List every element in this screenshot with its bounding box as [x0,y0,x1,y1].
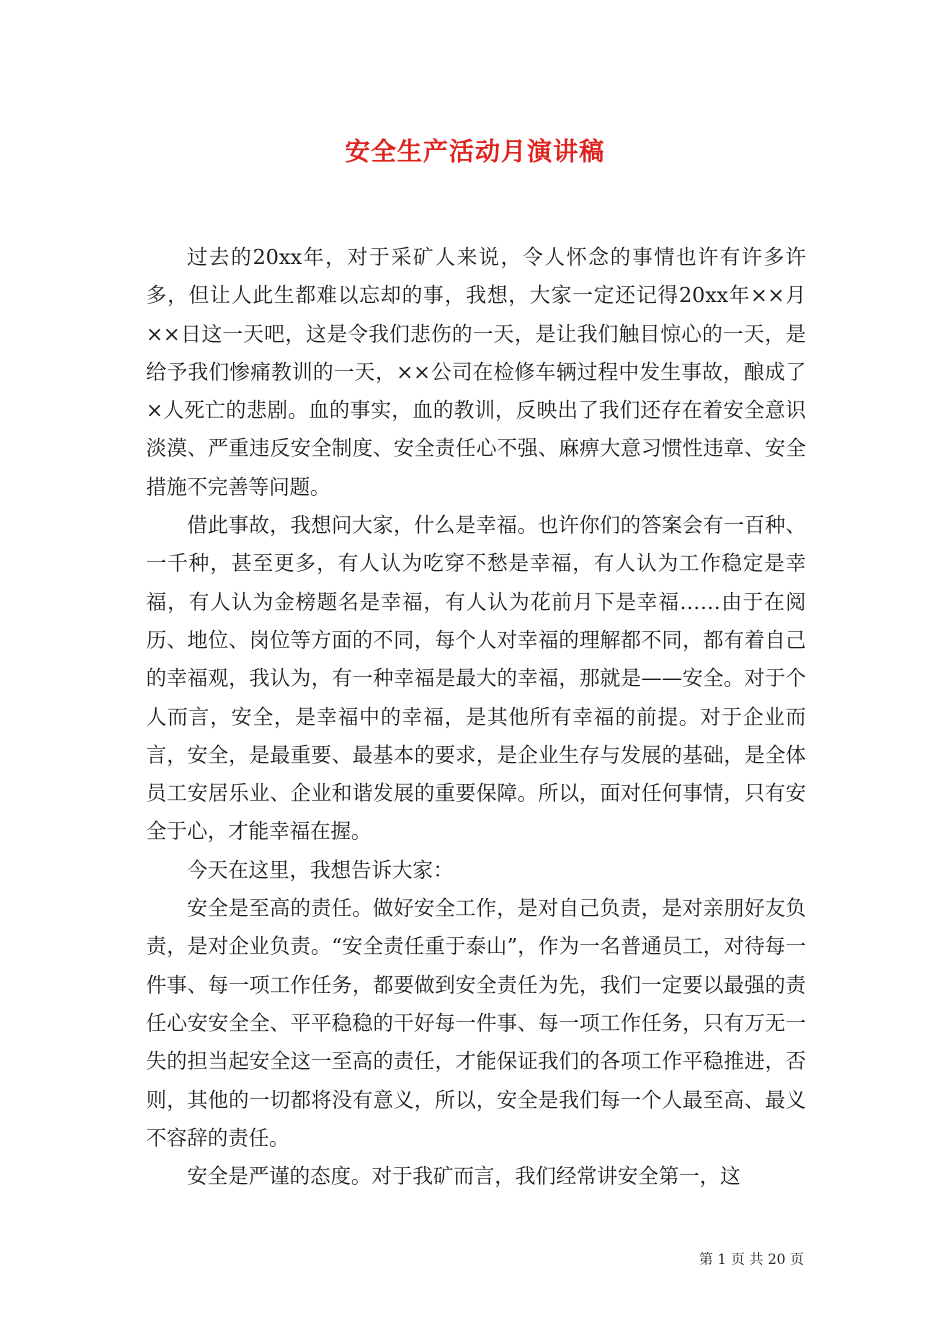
paragraph-2: 借此事故，我想问大家，什么是幸福。也许你们的答案会有一百种、一千种，甚至更多，有人认为吃穿不愁是幸福，有人认为工作稳定是幸福，有人认为金榜题名是幸福，有人认为花前月下是幸福……由于在阅历、地位、岗位等方面的不同，每个人对幸福的理解都不同，都有着自己的幸福观，我认为，有一种幸福是最大的幸福，那就是——安全。对于个人而言，安全，是幸福中的幸福，是其他所有幸福的前提。对于企业而言，安全，是最重要、最基本的要求，是企业生存与发展的基础，是全体员工安居乐业、企业和谐发展的重要保障。所以，面对任何事情，只有安全于心，才能幸福在握。 [146,513,806,844]
paragraph-4: 安全是至高的责任。做好安全工作，是对自己负责，是对亲朋好友负责，是对企业负责。“安全责任重于泰山”，作为一名普通员工，对待每一件事、每一项工作任务，都要做到安全责任为先，我们一定要以最强的责任心安安全全、平平稳稳的干好每一件事、每一项工作任务，只有万无一失的担当起安全这一至高的责任，才能保证我们的各项工作平稳推进，否则，其他的一切都将没有意义，所以，安全是我们每一个人最至高、最义不容辞的责任。 [146,896,806,1150]
paragraph-5: 安全是严谨的态度。对于我矿而言，我们经常讲安全第一，这 [187,1164,741,1189]
paragraph-3: 今天在这里，我想告诉大家： [187,857,454,882]
page-number-footer: 第 1 页 共 20 页 [699,1252,804,1268]
document-title: 安全生产活动月演讲稿 [344,137,605,166]
document-body [146,238,806,1195]
paragraph-1: 过去的20xx年，对于采矿人来说，令人怀念的事情也许有许多许多，但让人此生都难以忘却的事，我想，大家一定还记得20xx年××月××日这一天吧，这是令我们悲伤的一天，是让我们触目惊心的一天，是给予我们惨痛教训的一天，××公司在检修车辆过程中发生事故，酿成了×人死亡的悲剧。血的事实，血的教训，反映出了我们还存在着安全意识淡漠、严重违反安全制度、安全责任心不强、麻痹大意习惯性违章、安全措施不完善等问题。 [146,245,806,499]
